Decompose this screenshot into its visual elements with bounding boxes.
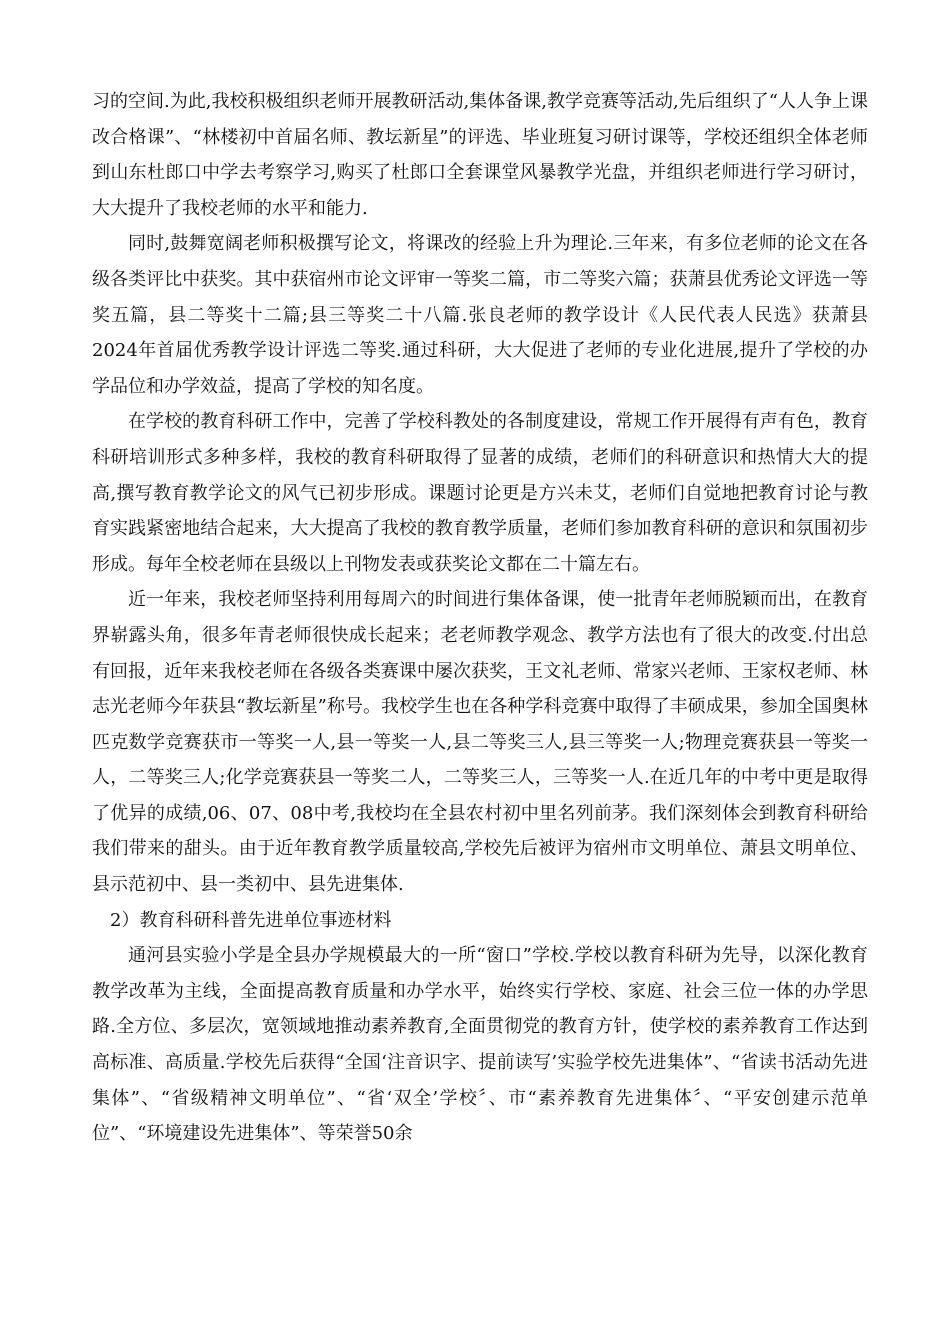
paragraph-research-achievements: 在学校的教育科研工作中，完善了学校科教处的各制度建设，常规工作开展得有声有色，教育科研培训形式多种多样，我校的教育科研取得了显著的成绩，老师们的科研意识和热情大大的提高,撰写教育教学论文的风气已初步形成。课题讨论更是方兴未艾，老师们自觉地把教育讨论与教育实践紧密地结合起来，大大提高了我校的教育教学质量，老师们参加教育科研的意识和氛围初步形成。每年全校老师在县级以上刊物发表或获奖论文都在二十篇左右。 (92, 411, 868, 575)
paragraph-teaching-research-activities: 习的空间.为此,我校积极组织老师开展教研活动,集体备课,教学竞赛等活动,先后组织了“人人争上课改合格课”、“林楼初中首届名师、教坛新星”的评选、毕业班复习研讨课等，学校还组织全体老师到山东杜郎口中学去考察学习,购买了杜郎口全套课堂风暴教学光盘，并组织老师进行学习研讨，大大提升了我校老师的水平和能力. (92, 91, 868, 219)
paragraph-thesis-awards: 同时,鼓舞宽阔老师积极撰写论文，将课改的经验上升为理论.三年来，有多位老师的论文在各级各类评比中获奖。其中获宿州市论文评审一等奖二篇，市二等奖六篇；获萧县优秀论文评选一等奖五篇，县二等奖十二篇;县三等奖二十八篇.张良老师的教学设计《人民代表人民选》获萧县2024年首届优秀教学设计评选二等奖.通过科研，大大促进了老师的专业化进展,提升了学校的办学品位和办学效益，提高了学校的知名度。 (92, 233, 868, 397)
paragraph-recent-year-results: 近一年来，我校老师坚持利用每周六的时间进行集体备课，使一批青年老师脱颖而出，在教育界崭露头角，很多年青老师很快成长起来；老老师教学观念、教学方法也有了很大的改变.付出总有回报，近年来我校老师在各级各类赛课中屡次获奖，王文礼老师、常家兴老师、王家权老师、林志光老师今年获县“教坛新星”称号。我校学生也在各种学科竞赛中取得了丰硕成果，参加全国奥林匹克数学竞赛获市一等奖一人,县一等奖一人,县二等奖三人,县三等奖一人;物理竞赛获县一等奖一人，二等奖三人;化学竞赛获县一等奖二人，二等奖三人，三等奖一人.在近几年的中考中更是取得了优异的成绩,06、07、08中考,我校均在全县农村初中里名列前茅。我们深刻体会到教育科研给我们带来的甜头。由于近年教育教学质量较高,学校先后被评为宿州市文明单位、萧县文明单位、县示范初中、县一类初中、县先进集体. (92, 589, 868, 896)
paragraph-experimental-school: 通河县实验小学是全县办学规模最大的一所“窗口”学校.学校以教育科研为先导，以深化教育教学改革为主线，全面提高教育质量和办学水平，始终实行学校、家庭、社会三位一体的办学思路.全方位、多层次，宽领域地推动素养教育,全面贯彻党的教育方针，使学校的素养教育工作达到高标准、高质量.学校先后获得“全国‘注音识字、提前读写’实验学校先进集体”、“省读书活动先进集体”、“省级精神文明单位”、“省‘双全’学校〞、市“素养教育先进集体〞、“平安创建示范单位”、“环境建设先进集体”、等荣誉50余 (92, 945, 868, 1145)
section-heading: 2）教育科研科普先进单位事迹材料 (110, 909, 392, 931)
document-page (92, 84, 868, 1152)
